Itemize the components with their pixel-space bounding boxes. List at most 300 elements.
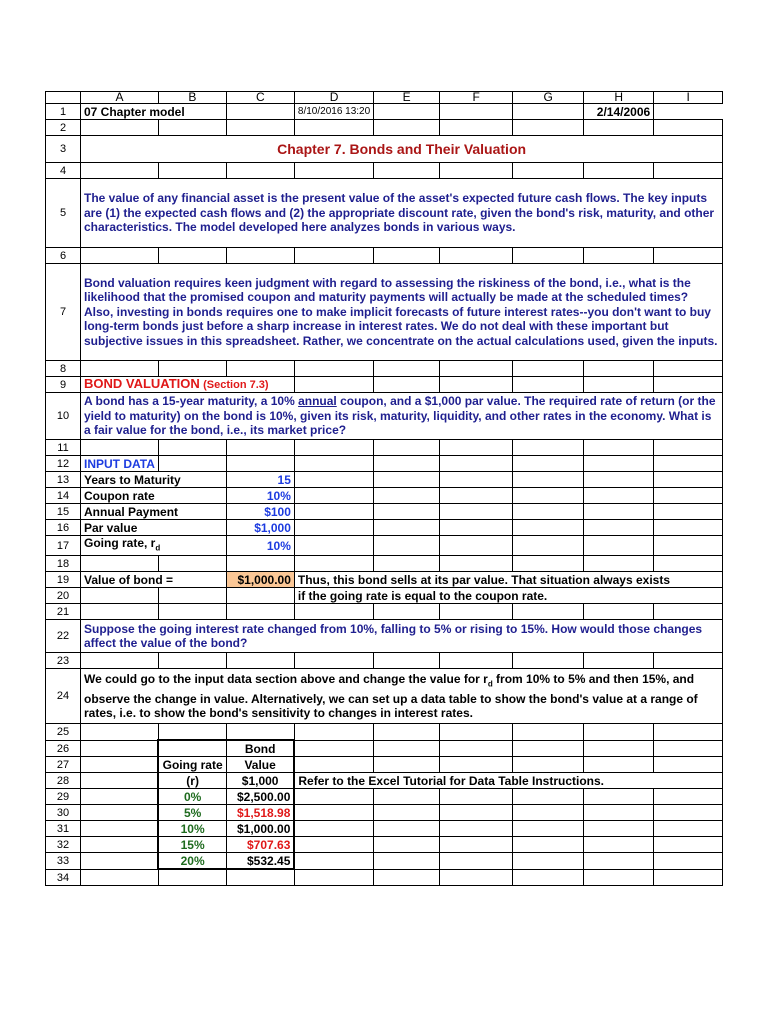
cell[interactable] (440, 361, 513, 377)
cell[interactable] (584, 805, 654, 821)
cell[interactable] (158, 120, 226, 136)
row-header[interactable]: 1 (46, 104, 81, 120)
coupon-rate-note[interactable]: if the going rate is equal to the coupon rate. (294, 588, 722, 604)
cell[interactable] (374, 440, 440, 456)
cell[interactable] (584, 440, 654, 456)
row-header[interactable]: 4 (46, 163, 81, 179)
cell[interactable] (654, 248, 723, 264)
cell[interactable] (440, 853, 513, 870)
cell[interactable] (513, 504, 584, 520)
cell[interactable] (226, 104, 294, 120)
cell[interactable] (584, 869, 654, 886)
column-header-i[interactable]: I (654, 92, 723, 104)
row-25 (46, 724, 723, 741)
row-7 (46, 264, 723, 361)
table-value[interactable]: $1,518.98 (226, 805, 294, 821)
cell[interactable] (81, 163, 159, 179)
cell[interactable] (374, 757, 440, 773)
row-header[interactable]: 28 (46, 773, 81, 789)
cell[interactable] (440, 248, 513, 264)
cell[interactable] (654, 653, 723, 669)
cell[interactable] (158, 163, 226, 179)
cell[interactable] (440, 504, 513, 520)
row-header[interactable]: 6 (46, 248, 81, 264)
cell[interactable] (226, 869, 294, 886)
row-header[interactable]: 29 (46, 789, 81, 805)
input-label-going-rate[interactable] (81, 536, 227, 556)
row-header[interactable]: 8 (46, 361, 81, 377)
cell[interactable] (584, 853, 654, 870)
cell[interactable] (654, 456, 723, 472)
cell[interactable] (81, 853, 159, 870)
row-34 (46, 869, 723, 886)
row-header[interactable]: 30 (46, 805, 81, 821)
row-header[interactable]: 33 (46, 853, 81, 870)
cell[interactable] (440, 653, 513, 669)
cell[interactable] (374, 556, 440, 572)
chapter-model-cell[interactable]: 07 Chapter model (81, 104, 227, 120)
row-9 (46, 377, 723, 393)
cell[interactable] (158, 604, 226, 620)
cell[interactable] (513, 653, 584, 669)
cell[interactable] (374, 163, 440, 179)
cell[interactable] (226, 456, 294, 472)
rate-change-question[interactable]: Suppose the going interest rate changed from 10%, falling to 5% or rising to 15%. How would those changes affect the value of the bond? (81, 620, 723, 653)
cell[interactable] (226, 724, 294, 741)
row-3 (46, 136, 723, 163)
cell[interactable] (294, 853, 373, 870)
row-header[interactable]: 18 (46, 556, 81, 572)
table-rate[interactable]: 20% (158, 853, 226, 870)
row-header[interactable]: 20 (46, 588, 81, 604)
cell[interactable] (440, 604, 513, 620)
sensitivity-paragraph[interactable] (81, 669, 723, 724)
cell[interactable] (654, 821, 723, 837)
cell[interactable] (294, 163, 373, 179)
cell[interactable] (513, 853, 584, 870)
cell[interactable] (654, 377, 723, 393)
cell[interactable] (294, 377, 373, 393)
row-header[interactable]: 10 (46, 393, 81, 440)
cell[interactable] (158, 588, 226, 604)
cell[interactable] (374, 377, 440, 393)
cell[interactable] (294, 504, 373, 520)
bond-problem-paragraph[interactable] (81, 393, 723, 440)
cell[interactable] (440, 472, 513, 488)
cell[interactable] (158, 556, 226, 572)
cell[interactable] (294, 488, 373, 504)
cell[interactable] (440, 520, 513, 536)
cell[interactable] (513, 440, 584, 456)
cell[interactable] (584, 488, 654, 504)
cell[interactable] (584, 520, 654, 536)
cell[interactable] (158, 456, 226, 472)
cell[interactable] (294, 869, 373, 886)
cell[interactable] (81, 361, 159, 377)
cell[interactable] (584, 248, 654, 264)
cell[interactable] (158, 869, 226, 886)
cell[interactable] (584, 837, 654, 853)
cell[interactable] (158, 248, 226, 264)
cell[interactable] (513, 472, 584, 488)
cell[interactable] (374, 740, 440, 757)
cell[interactable] (294, 520, 373, 536)
cell[interactable] (294, 837, 373, 853)
cell[interactable] (440, 488, 513, 504)
table-rate[interactable]: 15% (158, 837, 226, 853)
cell[interactable] (158, 653, 226, 669)
row-header[interactable]: 16 (46, 520, 81, 536)
row-header[interactable]: 31 (46, 821, 81, 837)
row-header[interactable]: 27 (46, 757, 81, 773)
cell[interactable] (294, 724, 373, 741)
cell[interactable] (584, 377, 654, 393)
cell[interactable] (513, 869, 584, 886)
section-heading: BOND VALUATION (84, 376, 200, 391)
cell[interactable] (294, 821, 373, 837)
cell[interactable] (654, 853, 723, 870)
row-header[interactable]: 26 (46, 740, 81, 757)
cell[interactable] (440, 789, 513, 805)
cell[interactable] (226, 248, 294, 264)
cell[interactable] (294, 440, 373, 456)
cell[interactable] (654, 757, 723, 773)
cell[interactable] (513, 456, 584, 472)
spreadsheet-grid (45, 91, 723, 886)
problem-text-start: A bond has a 15-year maturity, a 10% (84, 394, 299, 409)
cell[interactable] (513, 724, 584, 741)
cell[interactable] (294, 604, 373, 620)
table-value[interactable]: $2,500.00 (226, 789, 294, 805)
table-rate[interactable]: 10% (158, 821, 226, 837)
cell[interactable] (294, 740, 373, 757)
cell[interactable] (374, 821, 440, 837)
cell[interactable] (294, 120, 373, 136)
input-label-par[interactable]: Par value (81, 520, 227, 536)
cell[interactable] (158, 361, 226, 377)
cell[interactable] (374, 536, 440, 556)
timestamp-cell[interactable]: 8/10/2016 13:20 (294, 104, 373, 120)
cell[interactable] (81, 773, 159, 789)
cell[interactable] (158, 724, 226, 741)
cell[interactable] (584, 456, 654, 472)
row-21 (46, 604, 723, 620)
input-label-years[interactable]: Years to Maturity (81, 472, 227, 488)
row-header[interactable]: 14 (46, 488, 81, 504)
row-header[interactable]: 5 (46, 179, 81, 248)
data-table-formula-value[interactable]: $1,000 (226, 773, 294, 789)
row-1 (46, 104, 723, 120)
cell[interactable] (584, 361, 654, 377)
column-header-a[interactable]: A (81, 92, 159, 104)
cell[interactable] (654, 604, 723, 620)
cell[interactable] (226, 588, 294, 604)
cell[interactable] (513, 604, 584, 620)
data-table-header-r[interactable]: (r) (158, 773, 226, 789)
cell[interactable] (81, 837, 159, 853)
cell[interactable] (374, 248, 440, 264)
cell[interactable] (374, 120, 440, 136)
cell[interactable] (513, 821, 584, 837)
row-32 (46, 837, 723, 853)
cell[interactable] (374, 653, 440, 669)
cell[interactable] (294, 805, 373, 821)
cell[interactable] (226, 653, 294, 669)
input-data-heading[interactable]: INPUT DATA (81, 456, 159, 472)
cell[interactable] (81, 440, 159, 456)
valuation-paragraph[interactable]: Bond valuation requires keen judgment with regard to assessing the riskiness of the bond, i.e., what is the likelihood that the promised coupon and maturity payments will actually be made at the scheduled times? Also, investing in bonds requires one to make implicit forecasts of future interest rates--you don't want to buy long-term bonds just before a sharp increase in interest rates. We do not deal with these important but subjective issues in this spreadsheet. Rather, we concentrate on the actual calculations used, given the inputs. (81, 264, 723, 361)
row-header[interactable]: 17 (46, 536, 81, 556)
input-value-years[interactable]: 15 (226, 472, 294, 488)
cell[interactable] (374, 869, 440, 886)
cell[interactable] (584, 120, 654, 136)
cell[interactable] (81, 740, 159, 757)
cell[interactable] (584, 789, 654, 805)
cell[interactable] (654, 361, 723, 377)
cell[interactable] (81, 757, 159, 773)
row-header[interactable]: 12 (46, 456, 81, 472)
cell[interactable] (654, 805, 723, 821)
cell[interactable] (440, 120, 513, 136)
cell[interactable] (81, 248, 159, 264)
column-header-f[interactable]: F (440, 92, 513, 104)
cell[interactable] (440, 377, 513, 393)
row-header[interactable]: 9 (46, 377, 81, 393)
tutorial-note[interactable]: Refer to the Excel Tutorial for Data Table Instructions. (294, 773, 722, 789)
row-header[interactable]: 3 (46, 136, 81, 163)
data-table-header-value[interactable]: Value (226, 757, 294, 773)
table-value[interactable]: $707.63 (226, 837, 294, 853)
cell[interactable] (654, 120, 723, 136)
input-value-payment[interactable]: $100 (226, 504, 294, 520)
cell[interactable] (654, 163, 723, 179)
row-header[interactable]: 24 (46, 669, 81, 724)
par-value-note[interactable]: Thus, this bond sells at its par value. That situation always exists (294, 572, 722, 588)
row-header[interactable]: 34 (46, 869, 81, 886)
bond-value-result[interactable]: $1,000.00 (226, 572, 294, 588)
cell[interactable] (584, 821, 654, 837)
cell[interactable] (81, 120, 159, 136)
cell[interactable] (513, 805, 584, 821)
data-table-cell[interactable] (158, 740, 226, 757)
input-label-coupon[interactable]: Coupon rate (81, 488, 227, 504)
cell[interactable] (81, 588, 159, 604)
cell[interactable] (374, 361, 440, 377)
cell[interactable] (654, 536, 723, 556)
cell[interactable] (440, 556, 513, 572)
cell[interactable] (294, 248, 373, 264)
cell[interactable] (81, 805, 159, 821)
cell[interactable] (440, 821, 513, 837)
row-8 (46, 361, 723, 377)
cell[interactable] (513, 789, 584, 805)
cell[interactable] (374, 104, 440, 120)
cell[interactable] (440, 536, 513, 556)
cell[interactable] (440, 740, 513, 757)
cell[interactable] (374, 805, 440, 821)
cell[interactable] (513, 163, 584, 179)
cell[interactable] (440, 163, 513, 179)
row-header[interactable]: 23 (46, 653, 81, 669)
column-header-e[interactable]: E (374, 92, 440, 104)
cell[interactable] (584, 757, 654, 773)
cell[interactable] (654, 724, 723, 741)
date-cell[interactable]: 2/14/2006 (584, 104, 654, 120)
cell[interactable] (654, 869, 723, 886)
cell[interactable] (440, 805, 513, 821)
row-header[interactable]: 2 (46, 120, 81, 136)
cell[interactable] (294, 472, 373, 488)
cell[interactable] (513, 377, 584, 393)
row-15 (46, 504, 723, 520)
table-value[interactable]: $1,000.00 (226, 821, 294, 837)
cell[interactable] (294, 556, 373, 572)
cell[interactable] (513, 361, 584, 377)
cell[interactable] (513, 837, 584, 853)
cell[interactable] (654, 520, 723, 536)
cell[interactable] (584, 724, 654, 741)
cell[interactable] (440, 456, 513, 472)
section-heading-cell[interactable] (81, 377, 295, 393)
row-29 (46, 789, 723, 805)
cell[interactable] (374, 504, 440, 520)
row-header[interactable]: 13 (46, 472, 81, 488)
row-24 (46, 669, 723, 724)
cell[interactable] (81, 653, 159, 669)
cell[interactable] (584, 504, 654, 520)
data-table-header-going-rate[interactable]: Going rate (158, 757, 226, 773)
cell[interactable] (226, 556, 294, 572)
column-header-g[interactable]: G (513, 92, 584, 104)
cell[interactable] (81, 821, 159, 837)
row-header[interactable]: 11 (46, 440, 81, 456)
cell[interactable] (374, 520, 440, 536)
cell[interactable] (226, 163, 294, 179)
cell[interactable] (81, 724, 159, 741)
cell[interactable] (513, 740, 584, 757)
cell[interactable] (374, 789, 440, 805)
cell[interactable] (440, 757, 513, 773)
row-header[interactable]: 19 (46, 572, 81, 588)
row-header[interactable]: 21 (46, 604, 81, 620)
intro-paragraph[interactable]: The value of any financial asset is the present value of the asset's expected future cash flows. The key inputs are (1) the expected cash flows and (2) the appropriate discount rate, given the bond's risk, maturity, and other characteristics. The model developed here analyzes bonds in various ways. (81, 179, 723, 248)
column-header-c[interactable]: C (226, 92, 294, 104)
cell[interactable] (226, 120, 294, 136)
cell[interactable] (374, 488, 440, 504)
row-header[interactable]: 7 (46, 264, 81, 361)
row-19 (46, 572, 723, 588)
cell[interactable] (584, 653, 654, 669)
cell[interactable] (374, 604, 440, 620)
cell[interactable] (81, 789, 159, 805)
cell[interactable] (513, 556, 584, 572)
cell[interactable] (584, 472, 654, 488)
cell[interactable] (294, 653, 373, 669)
cell[interactable] (81, 869, 159, 886)
bond-value-label[interactable]: Value of bond = (81, 572, 227, 588)
cell[interactable] (513, 520, 584, 536)
cell[interactable] (294, 536, 373, 556)
cell[interactable] (226, 604, 294, 620)
cell[interactable] (440, 440, 513, 456)
row-header[interactable]: 32 (46, 837, 81, 853)
cell[interactable] (584, 163, 654, 179)
corner-cell[interactable] (46, 92, 81, 104)
cell[interactable] (158, 440, 226, 456)
cell[interactable] (294, 361, 373, 377)
data-table-header-bond[interactable]: Bond (226, 740, 294, 757)
page-title[interactable]: Chapter 7. Bonds and Their Valuation (81, 136, 723, 163)
cell[interactable] (584, 556, 654, 572)
cell[interactable] (294, 456, 373, 472)
row-18 (46, 556, 723, 572)
row-2 (46, 120, 723, 136)
input-value-coupon[interactable]: 10% (226, 488, 294, 504)
input-value-going-rate[interactable]: 10% (226, 536, 294, 556)
column-header-h[interactable]: H (584, 92, 654, 104)
row-header[interactable]: 22 (46, 620, 81, 653)
table-rate[interactable]: 5% (158, 805, 226, 821)
column-header-b[interactable]: B (158, 92, 226, 104)
table-rate[interactable]: 0% (158, 789, 226, 805)
cell[interactable] (440, 104, 513, 120)
cell[interactable] (374, 472, 440, 488)
cell[interactable] (513, 536, 584, 556)
section-reference: (Section 7.3) (203, 379, 269, 391)
cell[interactable] (294, 757, 373, 773)
cell[interactable] (226, 361, 294, 377)
cell[interactable] (294, 789, 373, 805)
cell[interactable] (654, 488, 723, 504)
cell[interactable] (654, 472, 723, 488)
cell[interactable] (440, 837, 513, 853)
row-13 (46, 472, 723, 488)
cell[interactable] (440, 724, 513, 741)
cell[interactable] (654, 740, 723, 757)
column-header-d[interactable]: D (294, 92, 373, 104)
cell[interactable] (584, 536, 654, 556)
row-header[interactable]: 15 (46, 504, 81, 520)
cell[interactable] (440, 869, 513, 886)
input-value-par[interactable]: $1,000 (226, 520, 294, 536)
cell[interactable] (374, 837, 440, 853)
table-value[interactable]: $532.45 (226, 853, 294, 870)
cell[interactable] (654, 556, 723, 572)
row-31 (46, 821, 723, 837)
cell[interactable] (513, 757, 584, 773)
cell[interactable] (584, 740, 654, 757)
cell[interactable] (513, 104, 584, 120)
cell[interactable] (584, 604, 654, 620)
row-header[interactable]: 25 (46, 724, 81, 741)
cell[interactable] (226, 440, 294, 456)
cell[interactable] (374, 853, 440, 870)
input-label-payment[interactable]: Annual Payment (81, 504, 227, 520)
cell[interactable] (374, 456, 440, 472)
cell[interactable] (513, 120, 584, 136)
cell[interactable] (654, 440, 723, 456)
cell[interactable] (654, 837, 723, 853)
cell[interactable] (654, 789, 723, 805)
cell[interactable] (81, 556, 159, 572)
cell[interactable] (81, 604, 159, 620)
row-16 (46, 520, 723, 536)
cell[interactable] (513, 248, 584, 264)
cell[interactable] (374, 724, 440, 741)
row-27 (46, 757, 723, 773)
cell[interactable] (513, 488, 584, 504)
cell[interactable] (654, 504, 723, 520)
